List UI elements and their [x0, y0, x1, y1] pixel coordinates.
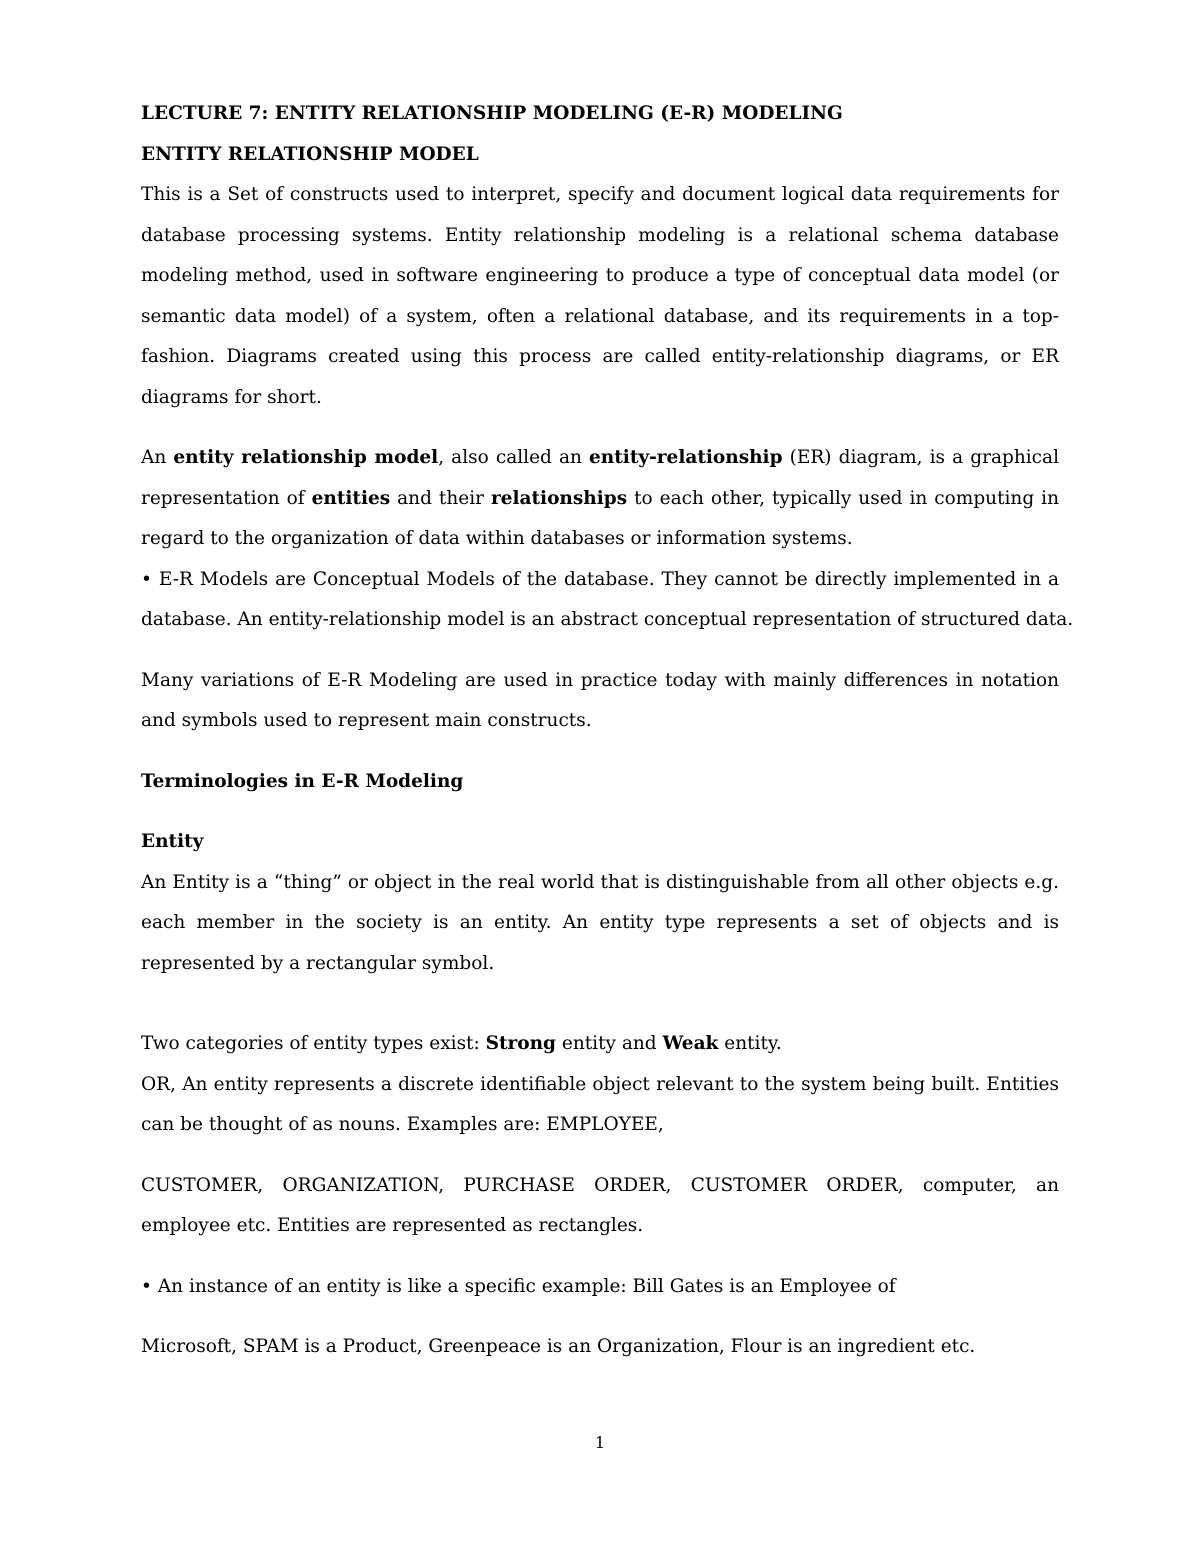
paragraph-line	[141, 438, 1059, 479]
paragraph-line: regard to the organization of data within databases or information systems.	[141, 528, 853, 549]
paragraph-line: An Entity is a “thing” or object in the real world that is distinguishable from all other objects e.g.	[141, 871, 1059, 893]
paragraph-line: database. An entity-relationship model is an abstract conceptual representation of structured data.	[141, 609, 1074, 630]
bold-term: entity relationship model	[173, 447, 439, 468]
paragraph-definition	[141, 175, 1059, 418]
paragraph-line: OR, An entity represents a discrete identifiable object relevant to the system being built. Entities	[141, 1073, 1059, 1095]
paragraph-line: CUSTOMER, ORGANIZATION, PURCHASE ORDER, CUSTOMER ORDER, computer, an	[141, 1174, 1059, 1196]
bold-term: Strong	[485, 1033, 556, 1054]
text-run: Two categories of entity types exist:	[141, 1033, 486, 1054]
paragraph-variations	[141, 661, 1059, 742]
paragraph-line: employee etc. Entities are represented as rectangles.	[141, 1215, 644, 1236]
section-heading-terminologies: Terminologies in E-R Modeling	[141, 770, 464, 792]
paragraph-line: and symbols used to represent main constructs.	[141, 710, 592, 731]
paragraph-er-model	[141, 438, 1074, 641]
bold-term: relationships	[490, 487, 628, 509]
text-run: to each other, typically used in computing in	[627, 487, 1059, 509]
text-run: representation of	[141, 487, 312, 509]
text-run: and their	[390, 487, 491, 509]
text-run: entity and	[556, 1033, 663, 1054]
bold-term: entity-relationship	[589, 447, 783, 468]
paragraph-line: This is a Set of constructs used to interpret, specify and document logical data requirements for	[141, 184, 1059, 205]
paragraph-entity-examples	[141, 1166, 1059, 1247]
bold-term: Weak	[662, 1033, 719, 1054]
lecture-heading: LECTURE 7: ENTITY RELATIONSHIP MODELING (E-R) MODELING	[141, 103, 843, 124]
paragraph-line: Many variations of E-R Modeling are used in practice today with mainly differences in notation	[141, 669, 1059, 691]
text-run: , also called an	[438, 447, 590, 468]
paragraph-line	[141, 1024, 1059, 1065]
text-run: An	[141, 447, 174, 468]
paragraph-line: Microsoft, SPAM is a Product, Greenpeace is an Organization, Flour is an ingredient etc.	[141, 1336, 976, 1357]
paragraph-line: each member in the society is an entity. An entity type represents a set of objects and is	[141, 912, 1059, 933]
paragraph-entity-categories	[141, 1024, 1059, 1146]
text-run: entity.	[718, 1033, 782, 1054]
paragraph-line: represented by a rectangular symbol.	[141, 952, 495, 974]
subsection-heading-entity: Entity	[141, 831, 204, 852]
paragraph-entity-definition	[141, 863, 1059, 985]
paragraph-line: fashion. Diagrams created using this process are called entity-relationship diagrams, or ER	[141, 346, 1059, 367]
bullet-line: • E-R Models are Conceptual Models of the database. They cannot be directly implemented in a	[141, 568, 1059, 590]
bold-term: entities	[311, 487, 391, 509]
bullet-line: • An instance of an entity is like a specific example: Bill Gates is an Employee of	[141, 1275, 896, 1297]
section-heading-er-model: ENTITY RELATIONSHIP MODEL	[141, 143, 479, 165]
paragraph-line: diagrams for short.	[141, 386, 322, 408]
paragraph-line: semantic data model) of a system, often a relational database, and its requirements in a top-	[141, 305, 1059, 327]
paragraph-line	[141, 479, 1059, 520]
text-run: (ER) diagram, is a graphical	[782, 447, 1059, 468]
paragraph-line: can be thought of as nouns. Examples are: EMPLOYEE,	[141, 1114, 664, 1135]
page-number: 1	[594, 1433, 606, 1452]
paragraph-line: database processing systems. Entity relationship modeling is a relational schema database	[141, 224, 1059, 246]
paragraph-line: modeling method, used in software engineering to produce a type of conceptual data model (or	[141, 265, 1059, 286]
document-body	[141, 94, 1074, 1368]
